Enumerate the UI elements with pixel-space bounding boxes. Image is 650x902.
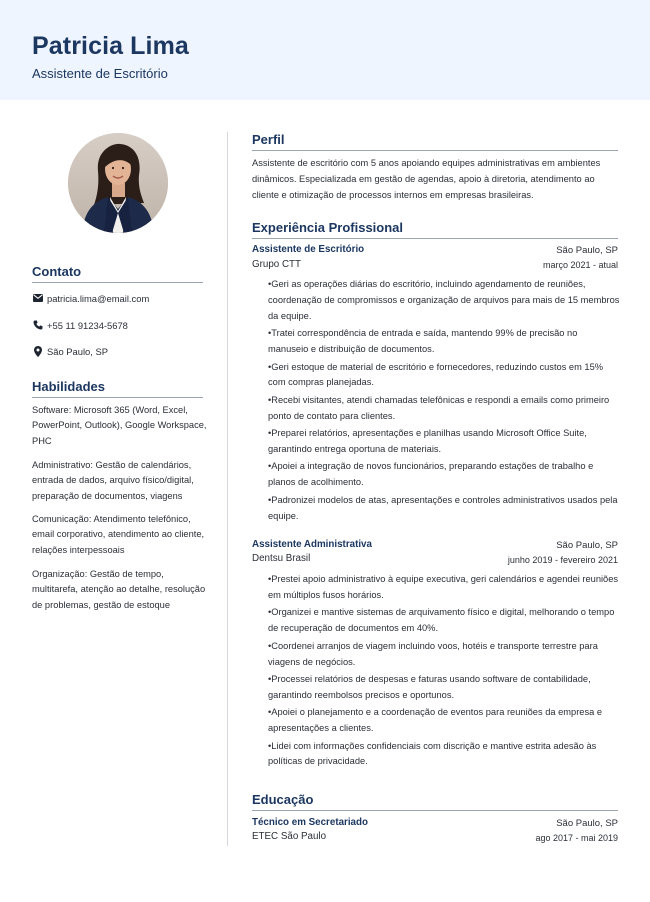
job-company: Grupo CTT xyxy=(252,259,301,270)
job-bullet: • Apoiei a integração de novos funcionários, preparando estações de trabalho e planos de acolhimento. xyxy=(268,459,620,491)
experience-heading-rule xyxy=(252,238,618,239)
job-location: São Paulo, SP xyxy=(556,245,618,256)
job-bullet: • Preparei relatórios, apresentações e planilhas usando Microsoft Office Suite, garantindo entrega oportuna de materiais. xyxy=(268,426,620,458)
education-school: ETEC São Paulo xyxy=(252,831,327,842)
skill-item: Software: Microsoft 365 (Word, Excel, PowerPoint, Outlook), Google Workspace, PHC xyxy=(32,405,207,446)
mail-icon xyxy=(32,293,43,304)
column-divider xyxy=(227,132,228,846)
job-location: São Paulo, SP xyxy=(556,540,618,551)
candidate-role: Assistente de Escritório xyxy=(32,66,168,81)
education-degree: Técnico em Secretariado xyxy=(252,817,368,828)
job-bullet: • Padronizei modelos de atas, apresentações e controles administrativos usados pela equipe. xyxy=(268,493,620,525)
education-location: São Paulo, SP xyxy=(556,818,618,829)
contact-phone xyxy=(32,318,128,332)
profile-photo-image xyxy=(68,133,168,233)
job-dates: março 2021 - atual xyxy=(542,260,618,270)
contact-email xyxy=(32,291,149,305)
education-dates: ago 2017 - mai 2019 xyxy=(535,833,618,843)
skills-heading-rule xyxy=(32,397,203,398)
job-bullet: • Lidei com informações confidenciais com discrição e mantive estrita adesão às políticas de privacidade. xyxy=(268,739,620,771)
skills-heading: Habilidades xyxy=(32,379,105,394)
candidate-name: Patricia Lima xyxy=(32,32,189,60)
location-pin-icon xyxy=(32,346,43,357)
skill-item: Comunicação: Atendimento telefônico, email corporativo, atendimento ao cliente, relações interpessoais xyxy=(32,514,205,555)
contact-phone-text: +55 11 91234-5678 xyxy=(47,319,128,331)
job-dates: junho 2019 - fevereiro 2021 xyxy=(507,555,618,565)
profile-heading: Perfil xyxy=(252,132,285,147)
education-heading: Educação xyxy=(252,792,314,807)
contact-location-text: São Paulo, SP xyxy=(47,345,108,357)
job-title: Assistente de Escritório xyxy=(252,244,365,255)
job-bullet: • Recebi visitantes, atendi chamadas telefônicas e respondi a emails como primeiro ponto de contato para clientes. xyxy=(268,393,620,425)
profile-photo xyxy=(68,133,168,233)
education-heading-rule xyxy=(252,810,618,811)
job-bullet: • Apoiei o planejamento e a coordenação de eventos para reuniões da empresa e apresentações a clientes. xyxy=(268,705,620,737)
profile-summary: Assistente de escritório com 5 anos apoiando equipes administrativas em ambientes dinâmicos. Especializada em gestão de agendas, apoio à diretoria, atendimento ao cliente e otimização de processos internos em empresas brasileiras. xyxy=(252,158,601,200)
job-bullet: • Tratei correspondência de entrada e saída, mantendo 99% de precisão no manuseio e distribuição de documentos. xyxy=(268,326,620,358)
job-company: Dentsu Brasil xyxy=(252,553,311,564)
contact-location xyxy=(32,344,108,358)
contact-heading: Contato xyxy=(32,264,82,279)
resume-header xyxy=(0,0,650,100)
profile-heading-rule xyxy=(252,150,618,151)
job-title: Assistente Administrativa xyxy=(252,539,372,550)
phone-icon xyxy=(32,320,43,331)
contact-email-text[interactable]: patricia.lima@email.com xyxy=(47,292,150,304)
job-bullet: • Processei relatórios de despesas e faturas usando software de contabilidade, garantindo reembolsos precisos e oportunos. xyxy=(268,672,620,704)
job-bullet: • Coordenei arranjos de viagem incluindo voos, hotéis e transporte terrestre para viagens de negócios. xyxy=(268,639,620,671)
job-bullets xyxy=(268,277,620,526)
job-bullet: • Organizei e mantive sistemas de arquivamento físico e digital, melhorando o tempo de recuperação de documentos em 40%. xyxy=(268,605,620,637)
experience-heading: Experiência Profissional xyxy=(252,220,404,235)
job-bullet: • Prestei apoio administrativo à equipe executiva, geri calendários e agendei reuniões em múltiplos fusos horários. xyxy=(268,572,620,604)
skill-item: Organização: Gestão de tempo, multitarefa, atenção ao detalhe, resolução de problemas, gestão de estoque xyxy=(32,569,206,610)
job-bullet: • Geri as operações diárias do escritório, incluindo agendamento de reuniões, coordenação de compromissos e organização de arquivos para mais de 15 membros da equipe. xyxy=(268,277,620,325)
job-bullet: • Geri estoque de material de escritório e fornecedores, reduzindo custos em 15% com compras planejadas. xyxy=(268,360,620,392)
job-bullets xyxy=(268,572,620,772)
contact-heading-rule xyxy=(32,282,203,283)
skill-item: Administrativo: Gestão de calendários, entrada de dados, arquivo físico/digital, preparação de documentos, viagens xyxy=(32,460,194,501)
